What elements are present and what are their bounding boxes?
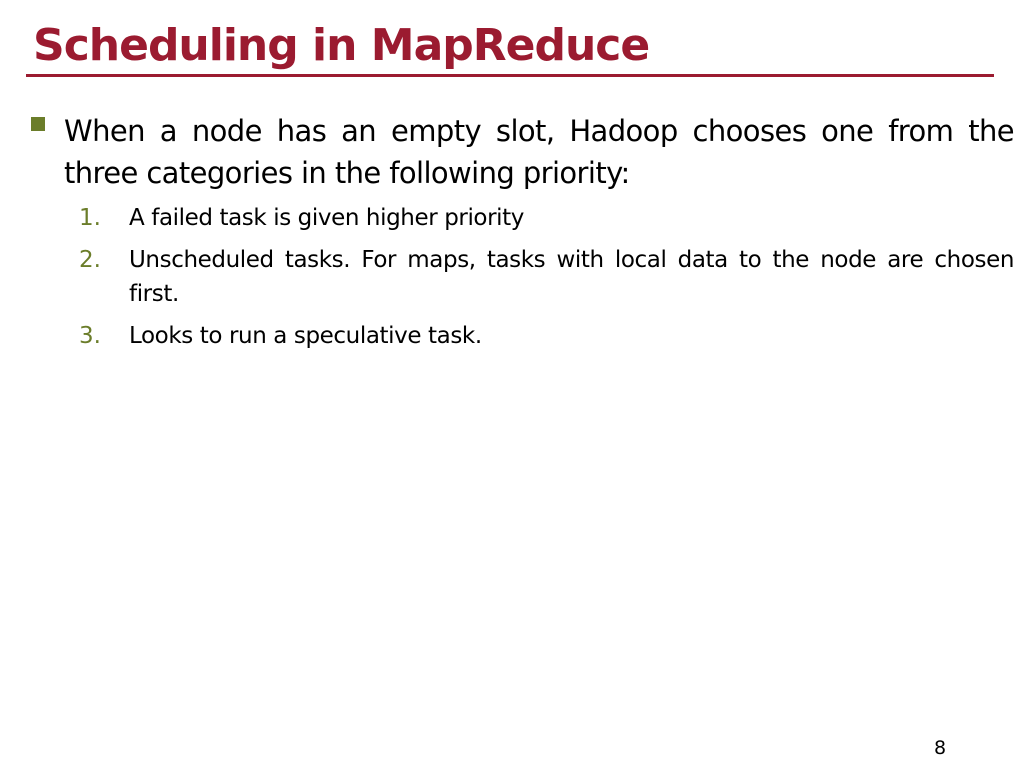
list-item-text: Unscheduled tasks. For maps, tasks with local data to the node are chosen first. — [129, 247, 1014, 307]
numbered-list — [79, 201, 1014, 361]
main-bullet-text: When a node has an empty slot, Hadoop chooses one from the three categories in the following priority: — [64, 114, 1014, 190]
list-item — [79, 201, 1014, 235]
page-number: 8 — [933, 737, 947, 759]
list-item-text: A failed task is given higher priority — [129, 205, 524, 231]
list-item-text: Looks to run a speculative task. — [129, 323, 482, 349]
square-bullet-icon — [31, 117, 45, 131]
list-item-number: 2. — [79, 247, 101, 273]
slide-title: Scheduling in MapReduce — [33, 20, 650, 71]
list-item-number: 3. — [79, 323, 101, 349]
title-underline — [26, 74, 994, 77]
list-item — [79, 319, 1014, 353]
list-item-number: 1. — [79, 205, 101, 231]
list-item — [79, 243, 1014, 311]
